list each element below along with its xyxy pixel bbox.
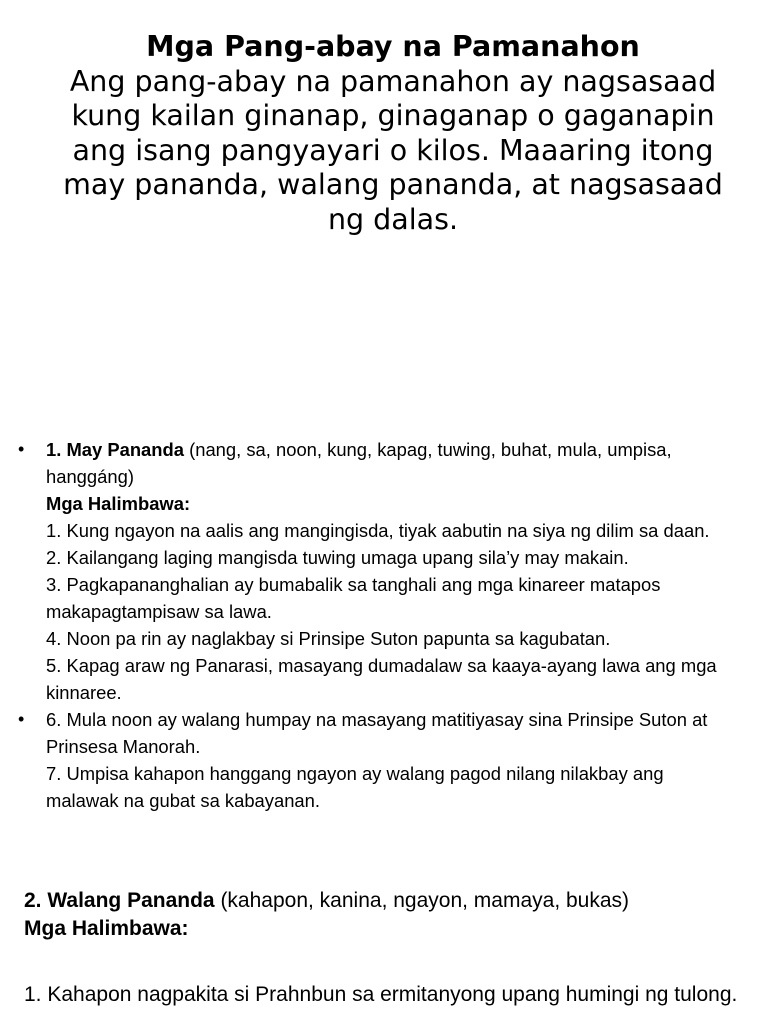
bullet-item-may-pananda	[0, 436, 768, 706]
section2-block	[24, 887, 744, 1009]
example-3: 3. Pagkapananghalian ay bumabalik sa tanghali ang mga kinareer matapos makapagtampisaw sa lawa.	[46, 574, 661, 622]
slide-heading: Mga Pang-abay na Pamanahon	[146, 30, 640, 63]
example-2: 2. Kailangang laging mangisda tuwing umaga upang sila’y may makain.	[46, 547, 629, 568]
section2-examples-label: Mga Halimbawa:	[24, 917, 189, 940]
section2-label: 2. Walang Pananda	[24, 889, 215, 912]
example-5: 5. Kapag araw ng Panarasi, masayang dumadalaw sa kaaya-ayang lawa ang mga kinnaree.	[46, 655, 717, 703]
section2-markers: (kahapon, kanina, ngayon, mamaya, bukas)	[214, 889, 630, 912]
bullet-list	[0, 436, 768, 814]
example-4: 4. Noon pa rin ay naglakbay si Prinsipe Suton papunta sa kagubatan.	[46, 628, 611, 649]
example-1: 1. Kung ngayon na aalis ang mangingisda, tiyak aabutin na siya ng dilim sa daan.	[46, 520, 710, 541]
bullet-dot-icon: •	[18, 709, 25, 729]
section2-title-line	[24, 887, 744, 915]
section1-markers: (nang, sa, noon, kung, kapag, tuwing, buhat, mula, umpisa, hanggáng)	[46, 439, 672, 487]
section1-label: 1. May Pananda	[46, 439, 184, 460]
bullet-dot-icon: •	[18, 439, 25, 459]
section2-example-1: 1. Kahapon nagpakita si Prahnbun sa ermitanyong upang humingi ng tulong.	[24, 983, 738, 1006]
section1-examples-label: Mga Halimbawa:	[46, 493, 191, 514]
bullet-item-continued-examples	[0, 706, 768, 814]
slide-intro: Ang pang-abay na pamanahon ay nagsasaad kung kailan ginanap, ginaganap o gaganapin ang isang pangyayari o kilos. Maaaring itong may pananda, walang pananda, at nagsasaad ng dalas.	[63, 64, 723, 236]
section2-spacer	[24, 943, 744, 981]
section1-title-line	[46, 436, 728, 490]
slide-title-block	[60, 30, 726, 237]
example-6: 6. Mula noon ay walang humpay na masayang matitiyasay sina Prinsipe Suton at Prinsesa Manorah.	[46, 709, 708, 757]
example-7: 7. Umpisa kahapon hanggang ngayon ay walang pagod nilang nilakbay ang malawak na gubat sa kabayanan.	[46, 763, 664, 811]
